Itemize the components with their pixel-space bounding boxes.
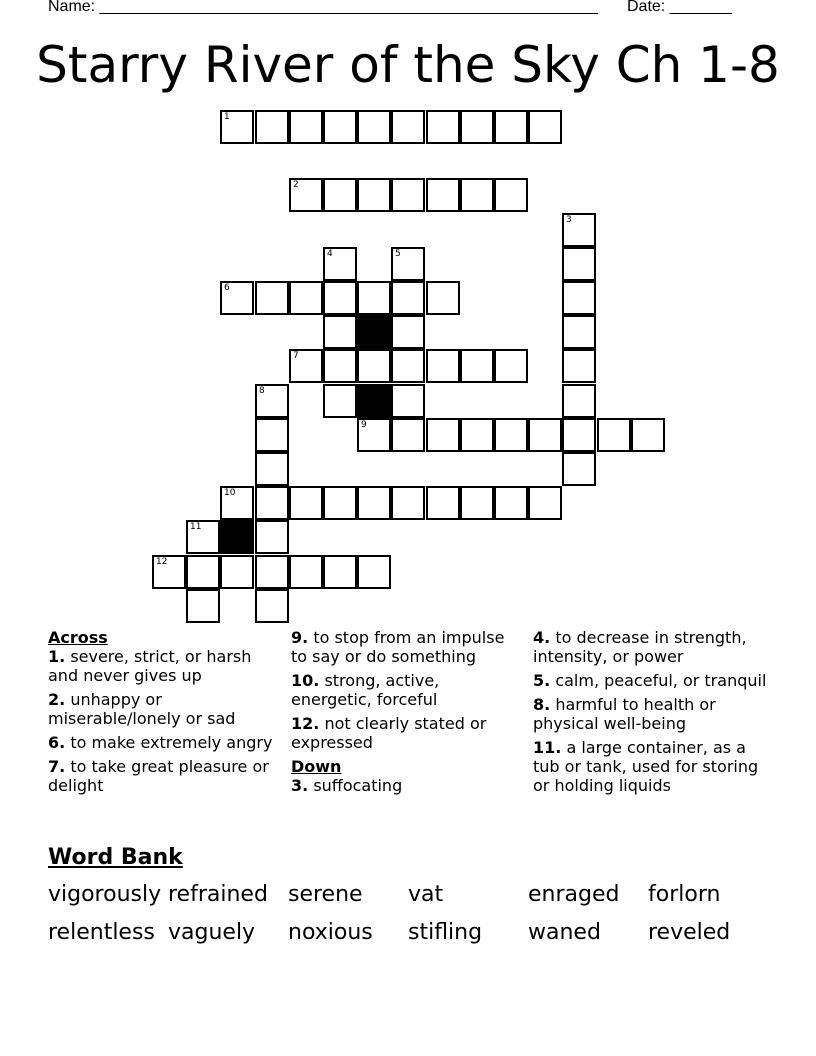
- clue-across-7: [48, 757, 273, 795]
- crossword-cell[interactable]: [460, 349, 494, 383]
- crossword-cell[interactable]: [426, 486, 460, 520]
- cell-number: 6: [224, 283, 230, 293]
- crossword-cell[interactable]: [220, 281, 254, 315]
- crossword-cell[interactable]: [391, 349, 425, 383]
- crossword-cell[interactable]: [357, 110, 391, 144]
- crossword-cell[interactable]: [597, 418, 631, 452]
- crossword-cell[interactable]: [391, 315, 425, 349]
- clue-text: not clearly stated or expressed: [291, 714, 487, 752]
- clue-text: suffocating: [313, 776, 403, 795]
- crossword-cell[interactable]: [255, 486, 289, 520]
- word-bank-word: vaguely: [168, 920, 256, 945]
- crossword-cell[interactable]: [255, 555, 289, 589]
- crossword-cell[interactable]: [562, 384, 596, 418]
- crossword-cell[interactable]: [323, 384, 357, 418]
- crossword-cell[interactable]: [323, 349, 357, 383]
- crossword-cell[interactable]: [494, 418, 528, 452]
- crossword-cell[interactable]: [289, 178, 323, 212]
- clue-number: 12.: [291, 714, 320, 733]
- cell-number: 8: [259, 386, 265, 396]
- crossword-cell[interactable]: [186, 520, 220, 554]
- clue-across-10: [291, 671, 516, 709]
- crossword-cell[interactable]: [391, 247, 425, 281]
- cell-number: 1: [224, 112, 230, 122]
- crossword-cell[interactable]: [357, 486, 391, 520]
- word-bank-title: Word Bank: [48, 845, 183, 870]
- crossword-cell[interactable]: [562, 349, 596, 383]
- crossword-cell[interactable]: [255, 384, 289, 418]
- word-bank-word: relentless: [48, 920, 155, 945]
- crossword-cell[interactable]: [289, 110, 323, 144]
- crossword-cell[interactable]: [460, 486, 494, 520]
- crossword-cell[interactable]: [323, 486, 357, 520]
- cell-number: 7: [293, 351, 299, 361]
- name-field-label: Name: ________________________________________________________: [48, 0, 598, 15]
- down-heading: Down: [291, 757, 342, 776]
- crossword-cell[interactable]: [494, 178, 528, 212]
- crossword-block: [220, 520, 254, 554]
- clue-number: 7.: [48, 757, 66, 776]
- clue-text: to stop from an impulse to say or do something: [291, 628, 505, 666]
- crossword-cell[interactable]: [562, 247, 596, 281]
- crossword-cell[interactable]: [357, 281, 391, 315]
- word-bank-word: vigorously: [48, 882, 162, 907]
- clue-number: 6.: [48, 733, 66, 752]
- crossword-cell[interactable]: [460, 178, 494, 212]
- clue-text: unhappy or miserable/lonely or sad: [48, 690, 236, 728]
- crossword-cell[interactable]: [255, 452, 289, 486]
- clue-text: calm, peaceful, or tranquil: [555, 671, 767, 690]
- clue-number: 10.: [291, 671, 320, 690]
- word-bank-word: forlorn: [648, 882, 721, 907]
- cell-number: 3: [566, 215, 572, 225]
- crossword-cell[interactable]: [357, 349, 391, 383]
- crossword-cell[interactable]: [494, 110, 528, 144]
- across-heading: Across: [48, 628, 108, 647]
- crossword-cell[interactable]: [357, 418, 391, 452]
- crossword-cell[interactable]: [323, 315, 357, 349]
- crossword-cell[interactable]: [220, 486, 254, 520]
- cell-number: 10: [224, 488, 236, 498]
- crossword-cell[interactable]: [323, 281, 357, 315]
- crossword-cell[interactable]: [323, 247, 357, 281]
- cell-number: 12: [156, 557, 168, 567]
- word-bank-word: waned: [528, 920, 601, 945]
- crossword-cell[interactable]: [426, 349, 460, 383]
- word-bank-word: stifling: [408, 920, 483, 945]
- crossword-cell[interactable]: [528, 486, 562, 520]
- crossword-cell[interactable]: [323, 178, 357, 212]
- clue-text: to decrease in strength, intensity, or power: [533, 628, 747, 666]
- clue-down-8: [533, 695, 768, 733]
- crossword-cell[interactable]: [528, 418, 562, 452]
- word-bank-word: serene: [288, 882, 363, 907]
- crossword-cell[interactable]: [391, 281, 425, 315]
- crossword-cell[interactable]: [289, 349, 323, 383]
- clue-number: 8.: [533, 695, 551, 714]
- clue-across-12: [291, 714, 516, 752]
- cell-number: 11: [190, 522, 202, 532]
- crossword-cell[interactable]: [323, 555, 357, 589]
- clues-column-3: [533, 628, 768, 800]
- crossword-cell[interactable]: [460, 418, 494, 452]
- cell-number: 5: [395, 249, 401, 259]
- crossword-block: [357, 315, 391, 349]
- crossword-cell[interactable]: [494, 349, 528, 383]
- crossword-cell[interactable]: [631, 418, 665, 452]
- clue-number: 11.: [533, 738, 562, 757]
- crossword-cell[interactable]: [255, 418, 289, 452]
- crossword-cell[interactable]: [391, 178, 425, 212]
- crossword-cell[interactable]: [562, 315, 596, 349]
- page-title: Starry River of the Sky Ch 1-8: [36, 36, 780, 94]
- crossword-cell[interactable]: [220, 555, 254, 589]
- clue-down-3: [291, 776, 516, 795]
- clue-across-1: [48, 647, 273, 685]
- clue-text: severe, strict, or harsh and never gives up: [48, 647, 252, 685]
- crossword-cell[interactable]: [255, 281, 289, 315]
- crossword-cell[interactable]: [562, 213, 596, 247]
- clue-down-11: [533, 738, 768, 795]
- clue-number: 5.: [533, 671, 551, 690]
- crossword-cell[interactable]: [357, 178, 391, 212]
- crossword-cell[interactable]: [186, 555, 220, 589]
- word-bank-word: noxious: [288, 920, 373, 945]
- crossword-cell[interactable]: [391, 384, 425, 418]
- crossword-cell[interactable]: [426, 418, 460, 452]
- crossword-cell[interactable]: [562, 281, 596, 315]
- clue-number: 4.: [533, 628, 551, 647]
- crossword-cell[interactable]: [255, 589, 289, 623]
- word-bank: [48, 882, 768, 946]
- crossword-cell[interactable]: [220, 110, 254, 144]
- crossword-cell[interactable]: [391, 110, 425, 144]
- crossword-cell[interactable]: [391, 418, 425, 452]
- clue-down-5: [533, 671, 768, 690]
- clue-number: 3.: [291, 776, 309, 795]
- clue-text: to take great pleasure or delight: [48, 757, 269, 795]
- crossword-cell[interactable]: [152, 555, 186, 589]
- crossword-cell[interactable]: [255, 520, 289, 554]
- date-field-label: Date: _______: [627, 0, 732, 15]
- crossword-cell[interactable]: [562, 418, 596, 452]
- crossword-cell[interactable]: [562, 452, 596, 486]
- crossword-cell[interactable]: [289, 555, 323, 589]
- clue-text: a large container, as a tub or tank, used for storing or holding liquids: [533, 738, 759, 795]
- crossword-cell[interactable]: [289, 281, 323, 315]
- word-bank-word: vat: [408, 882, 444, 907]
- crossword-cell[interactable]: [426, 281, 460, 315]
- clue-text: strong, active, energetic, forceful: [291, 671, 440, 709]
- clues-column-2: [291, 628, 516, 800]
- clue-text: to make extremely angry: [70, 733, 273, 752]
- crossword-cell[interactable]: [460, 110, 494, 144]
- cell-number: 2: [293, 180, 299, 190]
- clue-text: harmful to health or physical well-being: [533, 695, 716, 733]
- crossword-cell[interactable]: [186, 589, 220, 623]
- crossword-cell[interactable]: [494, 486, 528, 520]
- word-bank-word: reveled: [648, 920, 731, 945]
- crossword-cell[interactable]: [255, 110, 289, 144]
- clue-down-4: [533, 628, 768, 666]
- crossword-cell[interactable]: [426, 178, 460, 212]
- crossword-cell[interactable]: [426, 110, 460, 144]
- crossword-cell[interactable]: [391, 486, 425, 520]
- clue-across-6: [48, 733, 273, 752]
- clue-across-2: [48, 690, 273, 728]
- clues-column-1: [48, 628, 273, 800]
- crossword-cell[interactable]: [289, 486, 323, 520]
- word-bank-word: enraged: [528, 882, 620, 907]
- word-bank-word: refrained: [168, 882, 268, 907]
- crossword-cell[interactable]: [528, 110, 562, 144]
- crossword-cell[interactable]: [323, 110, 357, 144]
- clue-number: 9.: [291, 628, 309, 647]
- clue-number: 1.: [48, 647, 66, 666]
- cell-number: 4: [327, 249, 333, 259]
- crossword-cell[interactable]: [357, 555, 391, 589]
- clue-across-9: [291, 628, 516, 666]
- crossword-block: [357, 384, 391, 418]
- clue-number: 2.: [48, 690, 66, 709]
- cell-number: 9: [361, 420, 367, 430]
